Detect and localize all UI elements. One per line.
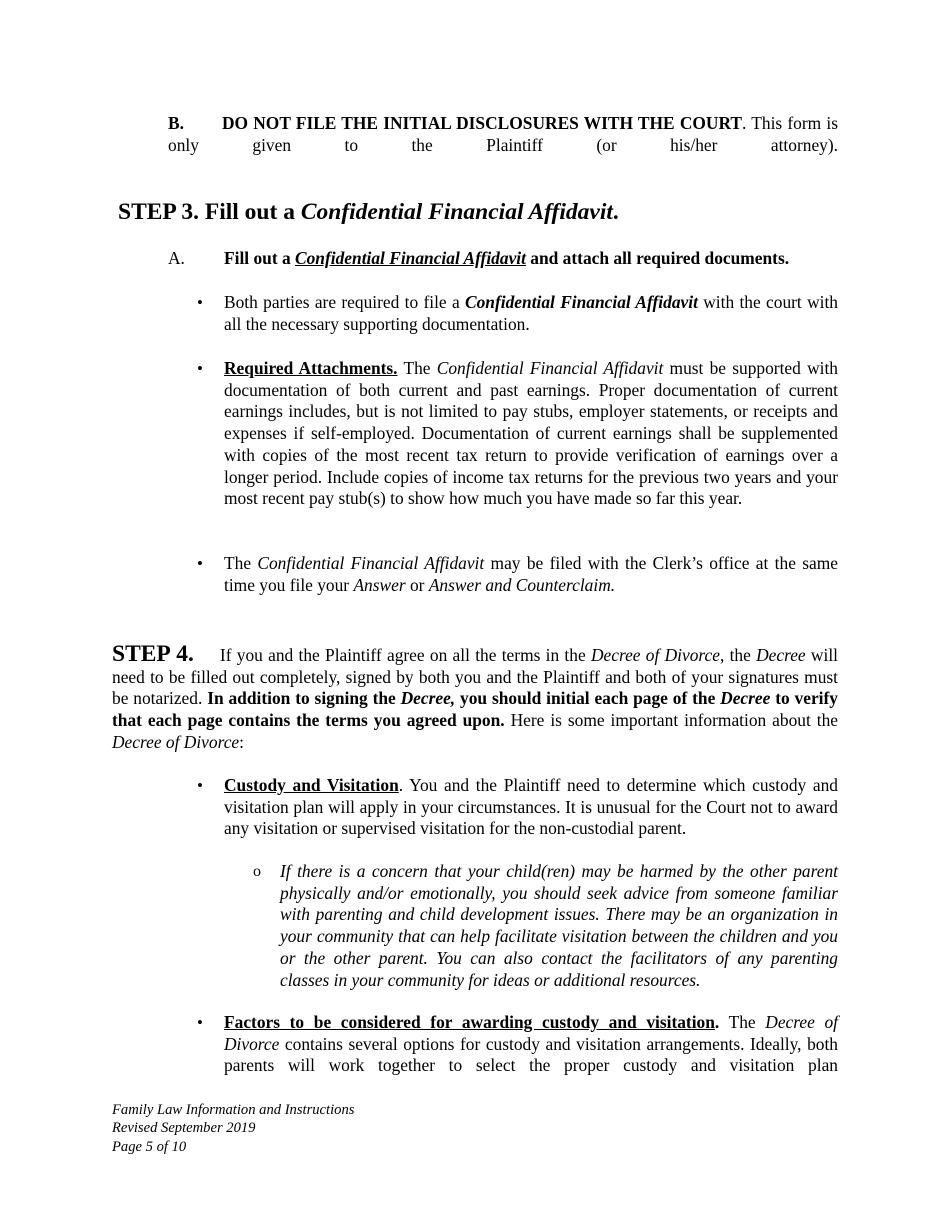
factors-heading: Factors to be considered for awarding custody and visitation [224,1012,715,1032]
b1-affidavit: Confidential Financial Affidavit [465,292,698,312]
step3-bullet-filing-time [224,553,838,596]
factors-the: The [719,1012,766,1032]
b3-mid: may be filed with the Clerk’s office at the same time you file your [224,553,838,595]
sub-bullet-glyph: o [253,863,261,880]
step3-bullet-required-attachments [224,358,838,510]
step3-a-affidavit-title: Confidential Financial Affidavit [295,248,526,268]
step3-heading-suffix: . [612,199,619,225]
custody-heading: Custody and Visitation [224,775,399,795]
step4-paragraph [112,641,838,754]
b1-before: Both parties are required to file a [224,292,466,312]
b3-answer: Answer [353,574,406,595]
page-footer [112,1101,354,1156]
footer-line-1: Family Law Information and Instructions [112,1102,355,1118]
bullet-glyph: • [197,1013,203,1032]
step4-b3: to verify that each page contains the terms you agreed upon. [112,688,838,731]
b2-the: The [397,358,437,378]
factors-period: . [714,1012,720,1032]
footer-line-2: Revised September 2019 [112,1120,256,1137]
required-attachments-heading: Required Attachments. [224,358,398,378]
footer-line-3: Page 5 of 10 [112,1138,187,1155]
b1-after: with the court with all the necessary supporting documentation. [224,292,838,334]
step4-b2: you should initial each page of the [455,688,721,709]
step3-bullet-file-affidavit [224,292,838,335]
step4-t2: , the [719,645,757,665]
b3-or: or [405,574,429,595]
custody-text: . You and the Plaintiff need to determine which custody and visitation plan will apply in your circumstances. It is unusual for the Court not to award any visitation or supervised visitation for the non-custodial parent. [224,775,839,839]
section-b-label: B. [168,113,184,133]
step3-a-before: Fill out a [224,248,296,268]
step4-t1: If you and the Plaintiff agree on all the terms in the [219,645,591,665]
b3-answer-counterclaim: Answer and Counterclaim. [428,574,616,595]
step4-bi2: Decree [720,688,771,709]
bullet-glyph: • [197,359,203,378]
step4-decree-of-divorce-2: Decree of Divorce [112,731,240,752]
step4-decree: Decree [756,645,806,665]
step3-a-heading [224,248,789,270]
step3-heading [118,197,619,227]
b3-the: The [224,553,258,573]
step3-a-after: and attach all required documents. [525,248,790,268]
bullet-glyph: • [197,554,203,573]
step4-bi1: Decree, [400,688,456,709]
b3-affidavit: Confidential Financial Affidavit [257,553,485,573]
b2-affidavit: Confidential Financial Affidavit [436,358,664,378]
step3-heading-italic: Confidential Financial Affidavit [300,199,613,225]
step4-t4: Here is some important information about the [504,710,838,731]
step4-b1: In addition to signing the [207,688,401,709]
step3-a-label: A. [168,248,185,268]
bullet-glyph: • [197,776,203,795]
factors-bullet [224,1012,838,1099]
step4-decree-of-divorce: Decree of Divorce [590,645,720,665]
step4-t3: will need to be filled out completely, signed by both you and the Plaintiff and both of your signatures must be notarized. [112,645,838,709]
step3-heading-prefix: STEP 3. Fill out a [118,199,301,225]
custody-visitation-bullet [224,775,838,840]
section-b-paragraph [168,113,838,178]
factors-decree-of-divorce: Decree of Divorce [224,1012,838,1054]
bullet-glyph: • [197,293,203,312]
step4-label: STEP 4. [112,641,194,667]
step4-t5: : [239,731,244,752]
b2-text: must be supported with documentation of both current and past earnings. Proper documentation of current earnings includes, but is not limited to pay stubs, employer statements, or receipts and expenses if self-employed. Documentation of current earnings shall be supplemented with copies of the most recent tax return to provide verification of earnings over a longer period. Include copies of income tax returns for the previous two years and your most recent pay stub(s) to show how much you have made so far this year. [224,358,838,509]
section-b-heading: DO NOT FILE THE INITIAL DISCLOSURES WITH THE COURT [221,113,743,133]
section-b-text: . This form is only given to the Plaintiff (or his/her attorney). [168,113,838,155]
factors-text: contains several options for custody and visitation arrangements. Ideally, both parents will work together to select the proper custody and visitation plan [224,1033,838,1076]
custody-sub-bullet: If there is a concern that your child(ren) may be harmed by the other parent physically and/or emotionally, you should seek advice from someone familiar with parenting and child development issues. There may be an organization in your community that can help facilitate visitation between the children and you or the other parent. You can also contact the facilitators of any parenting classes in your community for ideas or additional resources. [280,861,838,990]
